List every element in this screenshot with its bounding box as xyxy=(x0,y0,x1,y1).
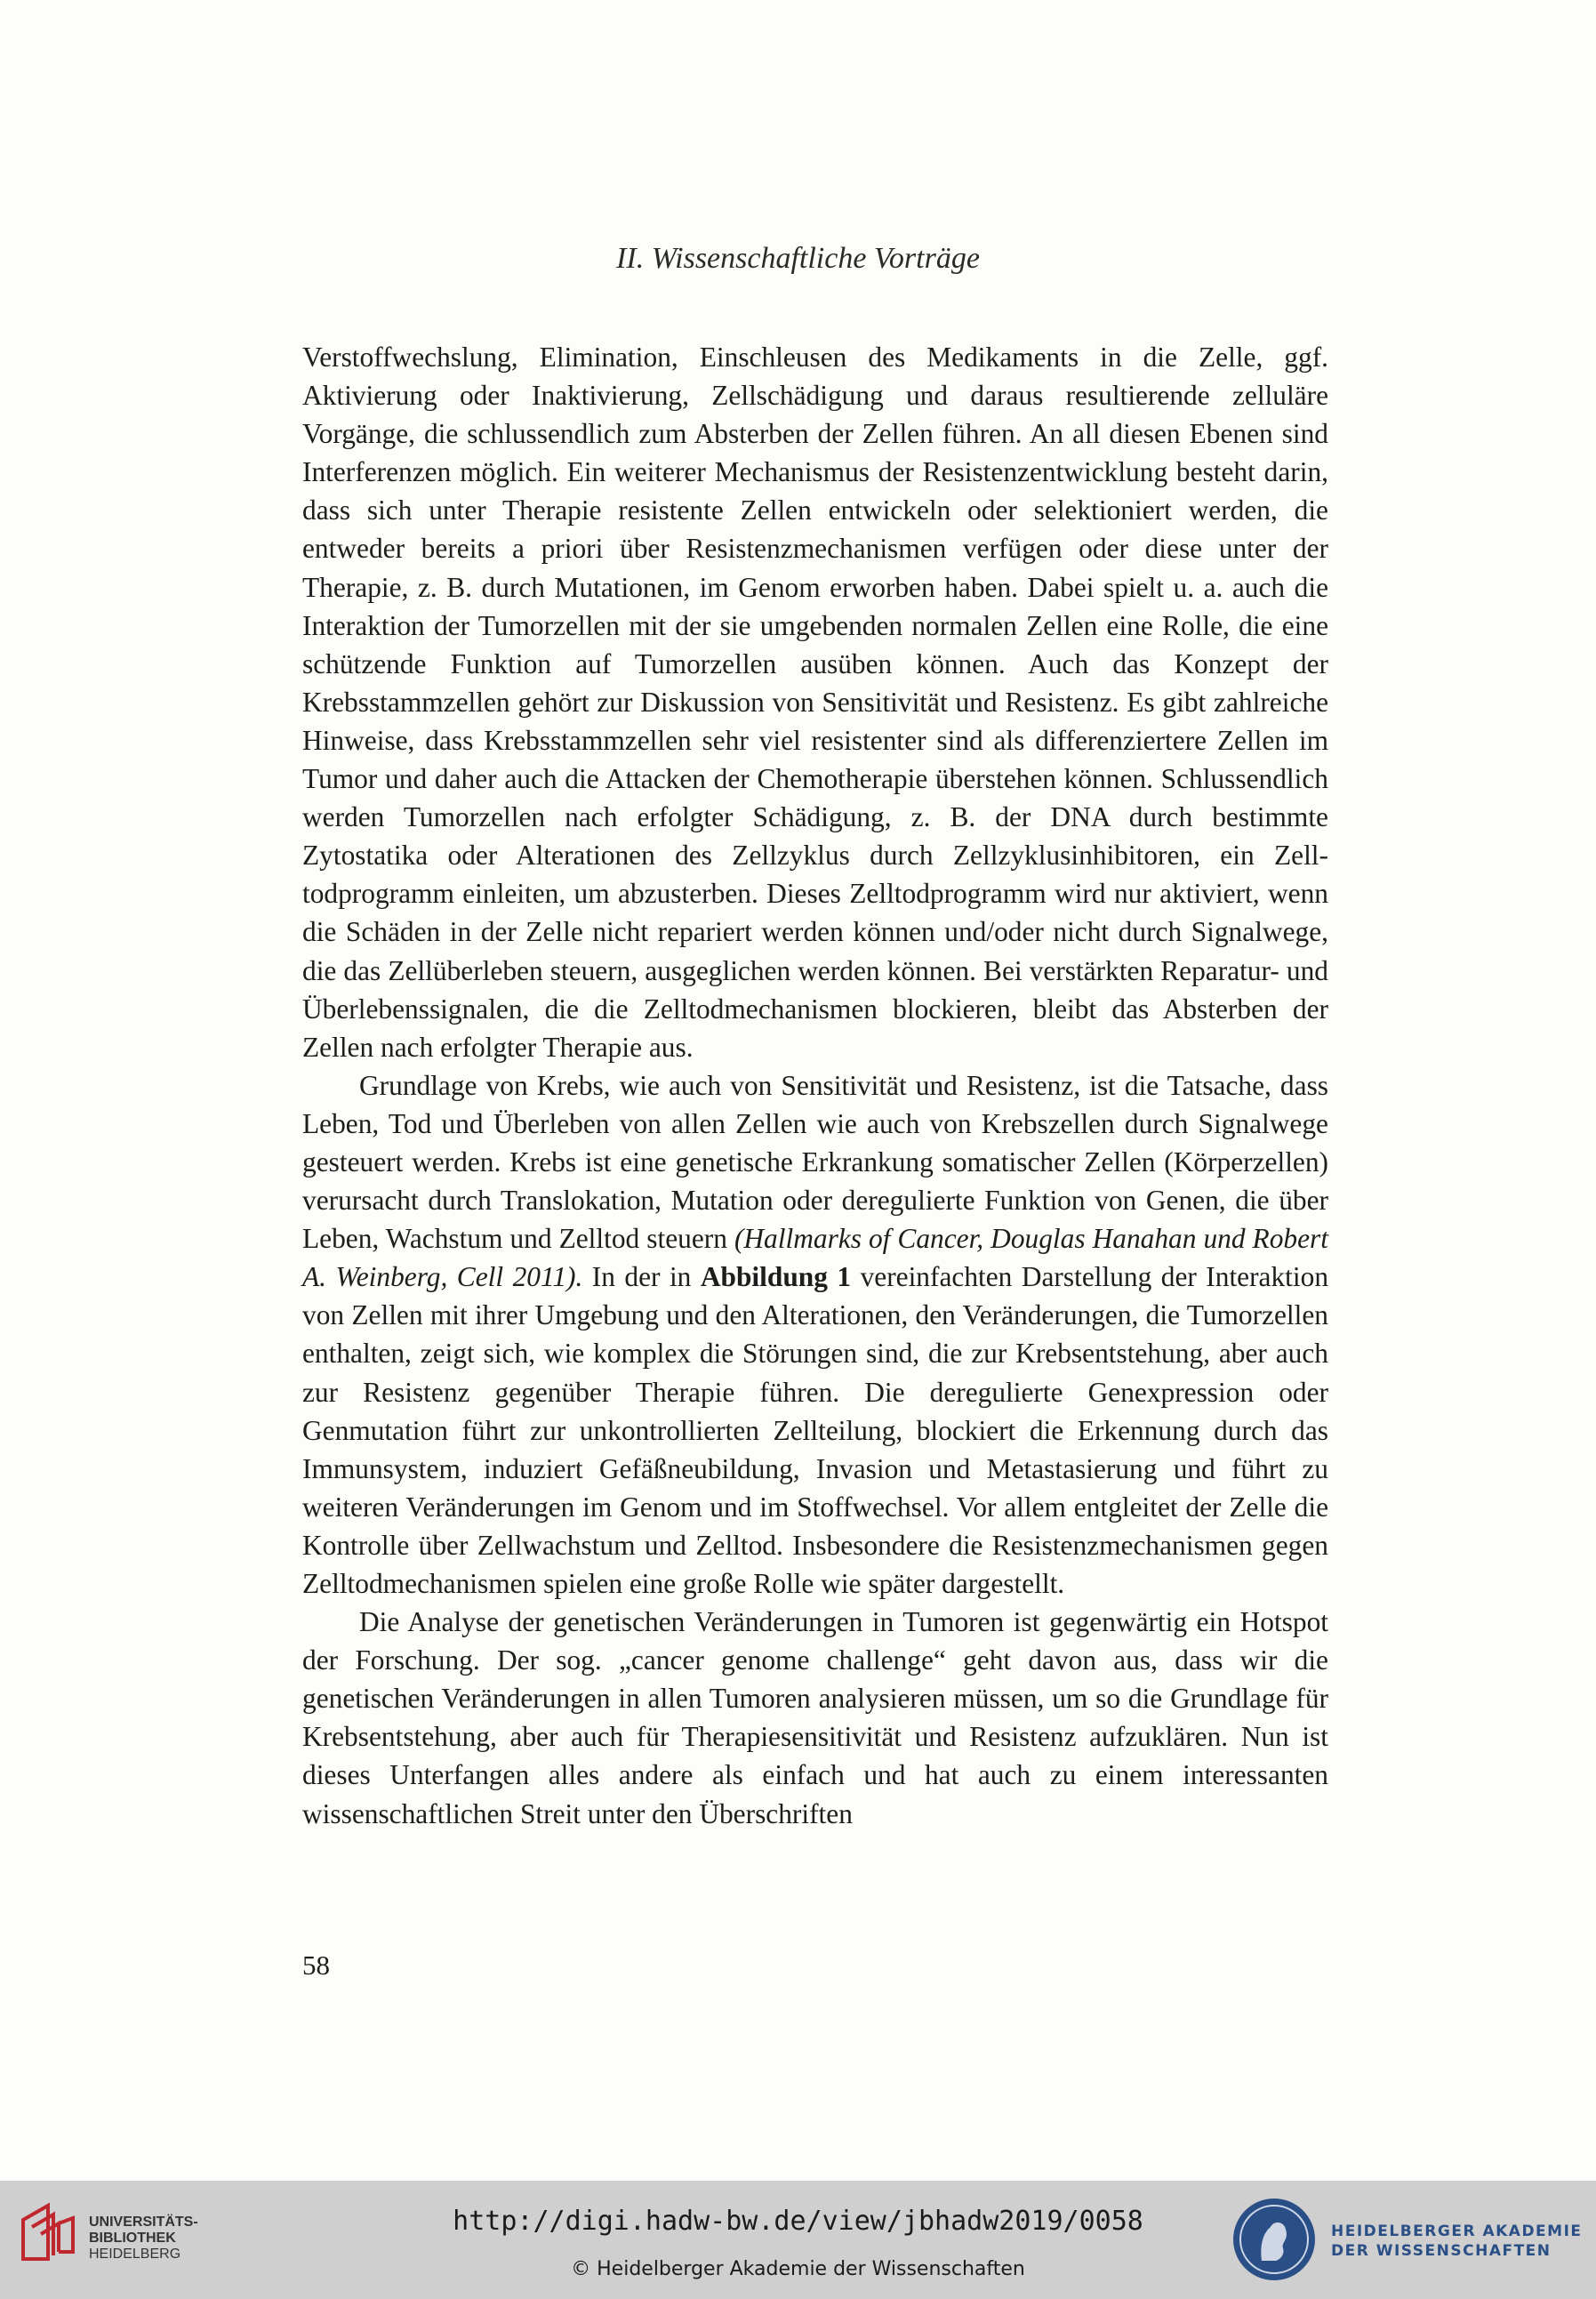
paragraph-3 xyxy=(302,1603,1328,1833)
paragraph-2 xyxy=(302,1066,1328,1603)
academy-name-line-2: DER WISSENSCHAFTEN xyxy=(1331,2242,1552,2260)
body-text xyxy=(302,338,1328,1833)
paragraph-2-text-a: Grundlage von Krebs, wie auch von Sensitivität und Resistenz, ist die Tatsache, dass Leben, Tod und Überleben von allen Zellen wie auch von Krebszellen durch Signalwege gesteuert werden. Krebs ist eine genetische Erkrankung somatischer Zellen (Körperzellen) verursacht durch Translokation, Mutation oder deregulierte Funktion von Genen, die über Leben, Wachstum und Zelltod steuern xyxy=(302,1069,1328,1255)
paragraph-2-text-c: vereinfachten Darstellung der Interaktion von Zellen mit ihrer Umgebung und den Alterationen, den Veränderungen, die Tumorzellen enthalten, zeigt sich, wie komplex die Störungen sind, die zur Krebsentstehung, aber auch zur Resistenz gegenüber Therapie führen. Die deregulierte Genexpression oder Genmutation führt zur unkontrollierten Zellteilung, blockiert die Erkennung durch das Immunsystem, induziert Gefäßneubildung, Invasion und Metastasierung und führt zu weiteren Veränderungen im Genom und im Stoffwechsel. Vor allem entgleitet der Zelle die Kontrolle über Zellwachstum und Zelltod. Insbesondere die Resistenzmechanismen gegen Zelltodmechanismen spielen eine große Rolle wie später dargestellt. xyxy=(302,1261,1329,1599)
footer-bar xyxy=(0,2181,1596,2299)
running-head: II. Wissenschaftliche Vorträge xyxy=(616,242,980,275)
academy-name xyxy=(1331,2222,1583,2261)
academy-seal-icon xyxy=(1230,2195,1319,2284)
academy-name-line-1: HEIDELBERGER AKADEMIE xyxy=(1331,2223,1583,2240)
paragraph-1 xyxy=(302,338,1328,1066)
library-name-line-2: BIBLIOTHEK xyxy=(89,2231,176,2246)
library-name-line-3: HEIDELBERG xyxy=(89,2247,181,2262)
page-number: 58 xyxy=(302,1949,330,1981)
figure-reference: Abbildung 1 xyxy=(700,1261,852,1293)
copyright-notice: © Heidelberger Akademie der Wissenschaften xyxy=(571,2258,1025,2280)
paragraph-1-text: Verstoffwechslung, Elimination, Einschleusen des Medikaments in die Zelle, ggf. Aktivierung oder Inaktivierung, Zellschädigung und daraus resultierende zelluläre Vorgänge, die schlussendlich zum Absterben der Zellen führen. An all diesen Ebenen sind Interferenzen möglich. Ein weiterer Mechanismus der Resistenzentwicklung besteht darin, dass sich unter Therapie resistente Zellen entwickeln oder selektioniert werden, die entweder bereits a priori über Resistenzmechanismen verfügen oder diese unter der Therapie, z. B. durch Mutationen, im Genom erworben haben. Dabei spielt u. a. auch die Interaktion der Tumorzellen mit der sie umgebenden normalen Zellen eine Rolle, die eine schützende Funktion auf Tumorzellen ausüben können. Auch das Konzept der Krebsstammzellen gehört zur Diskussion von Sensitivität und Resistenz. Es gibt zahlreiche Hinweise, dass Krebsstammzellen sehr viel resistenter sind als differenziertere Zellen im Tumor und daher auch die Attacken der Chemotherapie überstehen können. Schlussendlich werden Tumorzellen nach erfolgter Schädigung, z. B. der DNA durch bestimmte Zytostatika oder Alterationen des Zellzyklus durch Zellzyklusinhibitoren, ein Zelltodprogramm einleiten, um abzusterben. Dieses Zelltodprogramm wird nur aktiviert, wenn die Schäden in der Zelle nicht repariert werden können und/oder nicht durch Signalwege, die das Zellüberleben steuern, ausgeglichen werden können. Bei verstärkten Reparatur- und Überlebenssignalen, die die Zelltodmechanismen blockieren, bleibt das Absterben der Zellen nach erfolgter Therapie aus. xyxy=(302,342,1328,1063)
paragraph-2-text-b: In der in xyxy=(582,1261,701,1293)
citation-hallmarks: (Hallmarks of Cancer, Douglas Hanahan und Robert A. Weinberg, Cell 2011). xyxy=(302,1223,1328,1293)
library-name-line-1: UNIVERSITÄTS- xyxy=(89,2215,198,2230)
paragraph-3-text: Die Analyse der genetischen Veränderungen in Tumoren ist gegenwärtig ein Hotspot der Forschung. Der sog. „cancer genome challenge“ geht davon aus, dass wir die genetischen Veränderungen in allen Tumoren analysieren müssen, um so die Grundlage für Krebsentstehung, aber auch für Therapiesensitivität und Resistenz aufzuklären. Nun ist dieses Unterfangen alles andere als einfach und hat auch zu einem interessanten wissenschaftlichen Streit unter den Überschriften xyxy=(302,1606,1328,1829)
permalink-url[interactable]: http://digi.hadw-bw.de/view/jbhadw2019/0058 xyxy=(453,2206,1143,2237)
